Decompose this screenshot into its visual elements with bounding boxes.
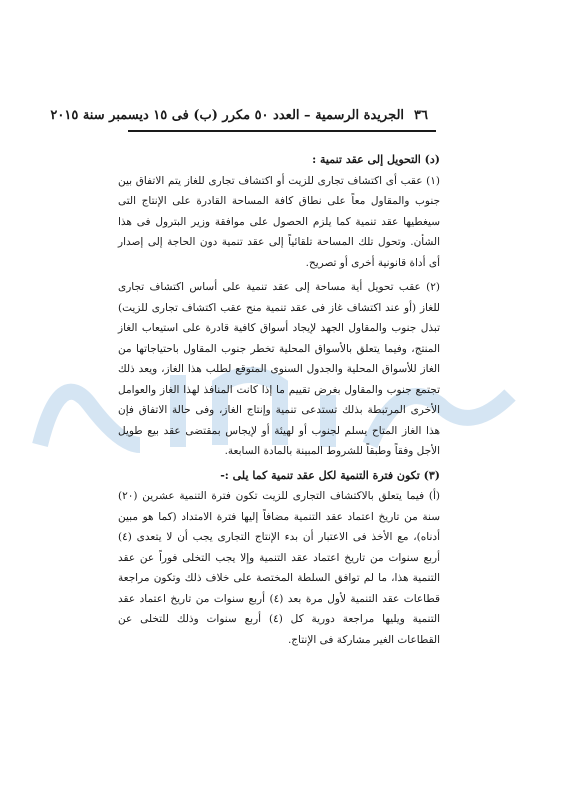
clause-2: (٢) عقب تحويل أية مساحة إلى عقد تنمية على أساس اكتشاف تجارى للغاز (أو عند اكتشاف غاز فى عقد تنمية منح عقب اكتشاف تجارى للزيت) تبذل جنوب والمقاول الجهد لإيجاد أسواق كافية قادرة على استيعاب الغاز المنتج، وفيما يتعلق بالأسواق المحلية تخطر جنوب المقاول باحتياجاتها من الغاز للأسواق المحلية والجدول السنوى المتوقع لطلب هذا الغاز، ويعد ذلك تجتمع جنوب والمقاول بغرض تقييم ما إذا كانت المنافذ لهذا الغاز والعوامل الأخرى المرتبطة بذلك تستدعى تنمية وإنتاج الغاز، وفى حالة الاتفاق فإن هذا الغاز المتاح يسلم لجنوب أو لهيئة أو لإيجاس بمقتضى عقد بيع طويل الأجل وفقاً وطبقاً للشروط المبينة بالمادة السابعة.: [118, 281, 440, 457]
section-heading-conversion: (د) التحويل إلى عقد تنمية :: [312, 153, 440, 166]
article-body: [118, 150, 440, 650]
section-heading-development-period: (٣) تكون فترة التنمية لكل عقد تنمية كما يلى :-: [220, 468, 440, 482]
header-divider: [128, 130, 436, 132]
page-number: ٣٦: [414, 108, 428, 123]
running-title: الجريدة الرسمية – العدد ٥٠ مكرر (ب) فى ١٥ ديسمبر سنة ٢٠١٥: [50, 108, 405, 123]
clause-3a: (أ) فيما يتعلق بالاكتشاف التجارى للزيت تكون فترة التنمية عشرين (٢٠) سنة من تاريخ اعتماد عقد التنمية مضافاً إليها فترة الامتداد (كما هو مبين أدناه)، مع الأخذ فى الاعتبار أن بدء الإنتاج التجارى يجب أن لا يتعدى (٤) أربع سنوات من تاريخ اعتماد عقد التنمية وإلا يجب التخلى فوراً عن عقد التنمية هذا، ما لم توافق السلطة المختصة على خلاف ذلك وتكون مراجعة قطاعات عقد التنمية لأول مرة بعد (٤) أربع سنوات من تاريخ اعتماد عقد التنمية ويليها مراجعة دورية كل (٤) أربع سنوات وذلك للتخلى عن القطاعات الغير مشاركة فى الإنتاج.: [118, 490, 440, 646]
page-header: [50, 108, 428, 123]
clause-1: (١) عقب أى اكتشاف تجارى للزيت أو اكتشاف تجارى للغاز يتم الاتفاق بين جنوب والمقاول معاً على نطاق كافة المساحة القادرة على الإنتاج التى سيغطيها عقد تنمية كما يلزم الحصول على موافقة وزير البترول فى هذا الشأن. وتحول تلك المساحة تلقائياً إلى عقد تنمية دون الحاجة إلى إصدار أى أداة قانونية أخرى أو تصريح.: [118, 174, 440, 269]
